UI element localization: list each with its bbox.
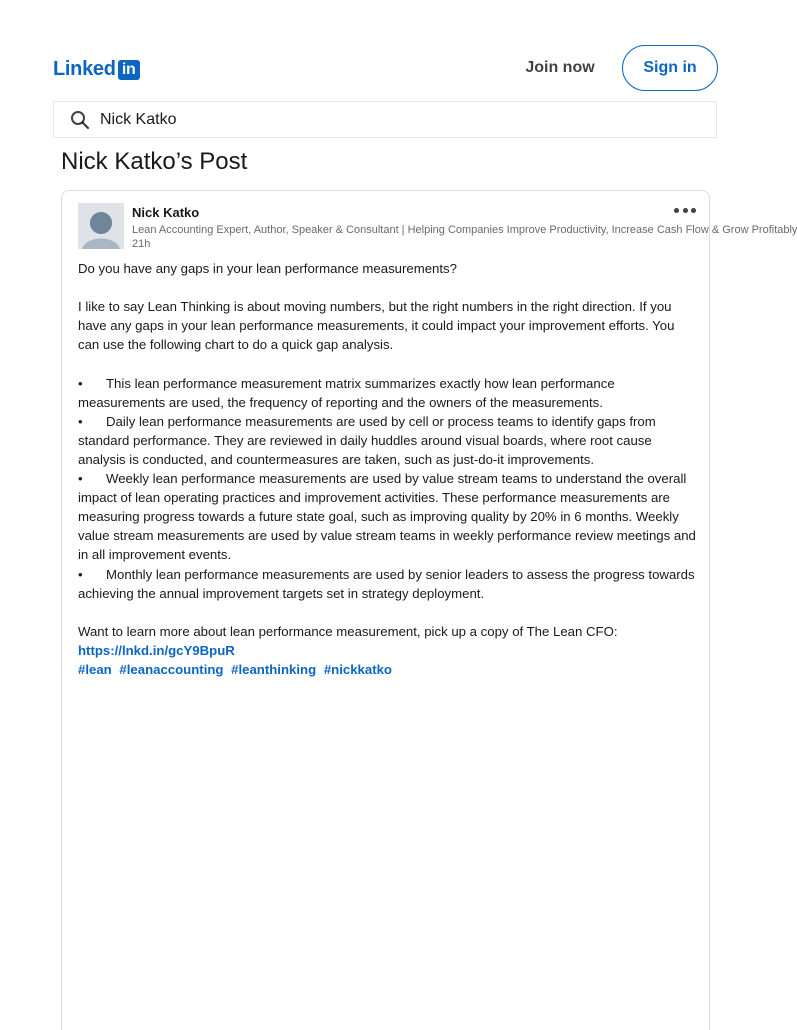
post-intro: Do you have any gaps in your lean performance measurements? [78, 261, 457, 276]
search-input[interactable]: Nick Katko [100, 110, 177, 128]
post-link[interactable]: https://lnkd.in/gcY9BpuR [78, 642, 235, 658]
author-name[interactable]: Nick Katko [132, 205, 200, 220]
linkedin-logo[interactable] [53, 58, 140, 81]
post-paragraph: I like to say Lean Thinking is about moving numbers, but the right numbers in the right direction. If you have any gaps in your lean performance measurements, it could impact your improvement efforts. You can use the following chart to do a quick gap analysis. [78, 299, 675, 353]
avatar-placeholder-icon [78, 203, 124, 249]
avatar[interactable] [78, 203, 124, 249]
logo-wordmark: Linked [53, 58, 116, 80]
bullet-text: Daily lean performance measurements are used by cell or process teams to identify gaps from standard performance. They are reviewed in daily huddles around visual boards, where root cause analysis is conducted, and countermeasures are taken, such as just-do-it improvements. [78, 413, 656, 467]
bullet-mark: • [78, 471, 83, 487]
post-bullet [78, 469, 698, 564]
hashtag-link[interactable]: #lean [78, 661, 112, 677]
post-bullet [78, 412, 698, 469]
hashtag-link[interactable]: #leanthinking [231, 661, 317, 677]
post-body [78, 259, 698, 679]
join-now-button[interactable]: Join now [512, 48, 608, 88]
post-card [61, 190, 797, 1030]
bullet-mark: • [78, 566, 83, 582]
hashtag-link[interactable]: #leanaccounting [119, 661, 224, 677]
post-bullet [78, 374, 698, 412]
hashtag-list [78, 660, 698, 679]
bullet-text: Monthly lean performance measurements are used by senior leaders to assess the progress towards achieving the annual improvement targets set in strategy deployment. [78, 566, 695, 601]
bullet-text: This lean performance measurement matrix summarizes exactly how lean performance measurements are used, the frequency of reporting and the owners of the measurements. [78, 375, 615, 410]
search-icon [70, 110, 90, 130]
logo-in-box: in [118, 60, 140, 80]
bullet-mark: • [78, 413, 83, 429]
more-options-icon[interactable] [674, 205, 696, 215]
post-timestamp: 21h [132, 238, 151, 250]
page-title: Nick Katko’s Post [61, 148, 248, 175]
sign-in-button[interactable]: Sign in [622, 45, 718, 91]
bullet-mark: • [78, 375, 83, 391]
search-bar[interactable] [53, 101, 717, 138]
post-cta: Want to learn more about lean performance measurement, pick up a copy of The Lean CFO: [78, 623, 618, 639]
bullet-text: Weekly lean performance measurements are used by value stream teams to understand the overall impact of lean operating practices and improvement activities. These performance measurements are measuring progress towards a future state goal, such as improving quality by 20% in 6 months. Weekly value stream measurements are used by value stream teams in weekly performance review meetings and in all improvement events. [78, 471, 696, 563]
author-headline: Lean Accounting Expert, Author, Speaker & Consultant | Helping Companies Improve Productivity, Increase Cash Flow & Grow Profitably [132, 224, 797, 236]
hashtag-link[interactable]: #nickkatko [323, 661, 392, 677]
post-bullet [78, 565, 698, 603]
